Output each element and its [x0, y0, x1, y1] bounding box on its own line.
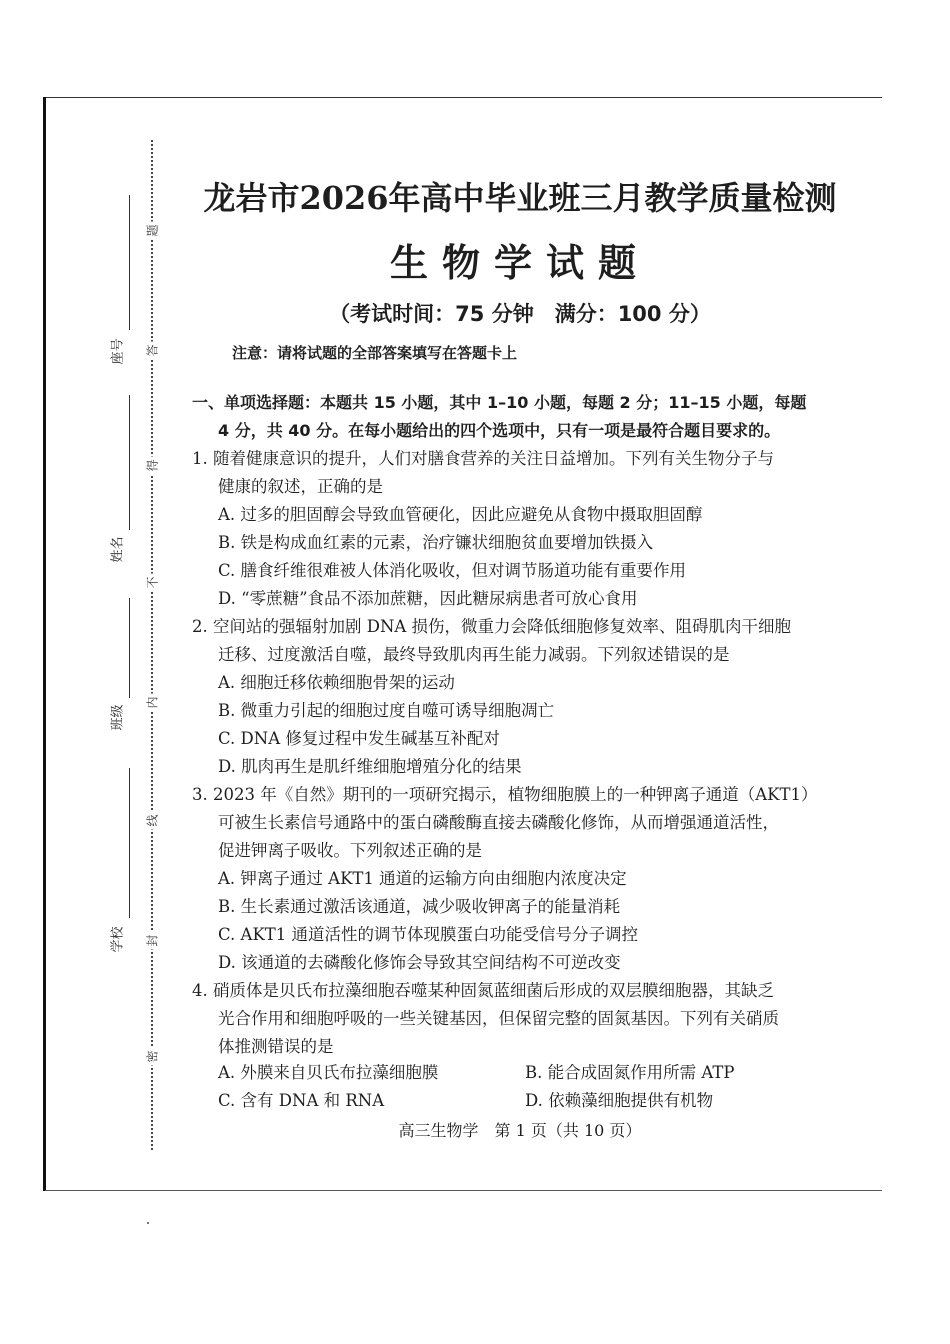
option: A. 细胞迁移依赖细胞骨架的运动: [218, 673, 455, 692]
option: D. 该通道的去磷酸化修饰会导致其空间结构不可逆改变: [218, 953, 621, 972]
option: B. 生长素通过激活该通道，减少吸收钾离子的能量消耗: [218, 897, 621, 916]
seal-char: 密: [144, 1048, 161, 1066]
seal-char: 不: [144, 574, 161, 592]
option: D. 肌肉再生是肌纤维细胞增殖分化的结果: [218, 757, 522, 776]
class-field[interactable]: [129, 598, 130, 698]
option: B. 能合成固氮作用所需 ATP: [525, 1063, 735, 1082]
seat-number-label: 座号: [110, 338, 126, 365]
option: C. 含有 DNA 和 RNA: [218, 1091, 385, 1110]
question-stem: 光合作用和细胞呼吸的一些关键基因，但保留完整的固氮基因。下列有关硝质: [218, 1009, 779, 1028]
question-stem: 2. 空间站的强辐射加剧 DNA 损伤，微重力会降低细胞修复效率、阻碍肌肉干细胞: [192, 617, 792, 636]
exam-title: 龙岩市2026年高中毕业班三月教学质量检测: [203, 179, 837, 217]
question-stem: 3. 2023 年《自然》期刊的一项研究揭示，植物细胞膜上的一种钾离子通道（AKT1）: [192, 785, 818, 804]
question-stem: 促进钾离子吸收。下列叙述正确的是: [218, 841, 482, 860]
section-heading: 一、单项选择题：本题共 15 小题，其中 1–10 小题，每题 2 分；11–15 小题，每题: [192, 393, 807, 412]
exam-info: （考试时间：75 分钟 满分：100 分）: [329, 302, 711, 326]
seal-char: 题: [144, 222, 161, 240]
seal-dotted-line: [151, 140, 153, 1150]
option: D. “零蔗糖”食品不添加蔗糖，因此糖尿病患者可放心食用: [218, 589, 638, 608]
option: C. AKT1 通道活性的调节体现膜蛋白功能受信号分子调控: [218, 925, 639, 944]
seal-char: 得: [144, 457, 161, 475]
section-heading: 4 分，共 40 分。在每小题给出的四个选项中，只有一项是最符合题目要求的。: [218, 421, 781, 440]
option: C. 膳食纤维很难被人体消化吸收，但对调节肠道功能有重要作用: [218, 561, 687, 580]
exam-note: 注意：请将试题的全部答案填写在答题卡上: [232, 344, 518, 362]
option: C. DNA 修复过程中发生碱基互补配对: [218, 729, 500, 748]
class-label: 班级: [110, 704, 126, 731]
page-frame-left: [43, 97, 46, 1191]
question-stem: 迁移、过度激活自噬，最终导致肌肉再生能力减弱。下列叙述错误的是: [218, 645, 730, 664]
option: B. 微重力引起的细胞过度自噬可诱导细胞凋亡: [218, 701, 555, 720]
seal-char: 线: [144, 812, 161, 830]
option: B. 铁是构成血红素的元素，治疗镰状细胞贫血要增加铁摄入: [218, 533, 654, 552]
seal-char: 封: [144, 932, 161, 950]
name-label: 姓名: [110, 536, 126, 563]
scan-speck: [147, 1222, 149, 1224]
page-frame-top: [45, 97, 882, 98]
school-field[interactable]: [129, 768, 130, 918]
page-frame-bottom: [45, 1190, 882, 1191]
page-footer: 高三生物学 第 1 页（共 10 页）: [398, 1121, 642, 1140]
question-stem: 4. 硝质体是贝氏布拉藻细胞吞噬某种固氮蓝细菌后形成的双层膜细胞器，其缺乏: [192, 981, 774, 1000]
question-stem: 1. 随着健康意识的提升，人们对膳食营养的关注日益增加。下列有关生物分子与: [192, 449, 774, 468]
option: A. 钾离子通过 AKT1 通道的运输方向由细胞内浓度决定: [218, 869, 627, 888]
seat-number-field[interactable]: [129, 195, 130, 330]
subject-title: 生物学试题: [389, 240, 650, 285]
seal-char: 答: [144, 342, 161, 360]
question-stem: 可被生长素信号通路中的蛋白磷酸酶直接去磷酸化修饰，从而增强通道活性，: [218, 813, 779, 832]
school-label: 学校: [110, 926, 126, 953]
question-stem: 体推测错误的是: [218, 1037, 334, 1056]
option: A. 外膜来自贝氏布拉藻细胞膜: [218, 1063, 439, 1082]
seal-char: 内: [144, 694, 161, 712]
option: A. 过多的胆固醇会导致血管硬化，因此应避免从食物中摄取胆固醇: [218, 505, 703, 524]
option: D. 依赖藻细胞提供有机物: [525, 1091, 714, 1110]
name-field[interactable]: [129, 395, 130, 530]
question-stem: 健康的叙述，正确的是: [218, 477, 383, 496]
